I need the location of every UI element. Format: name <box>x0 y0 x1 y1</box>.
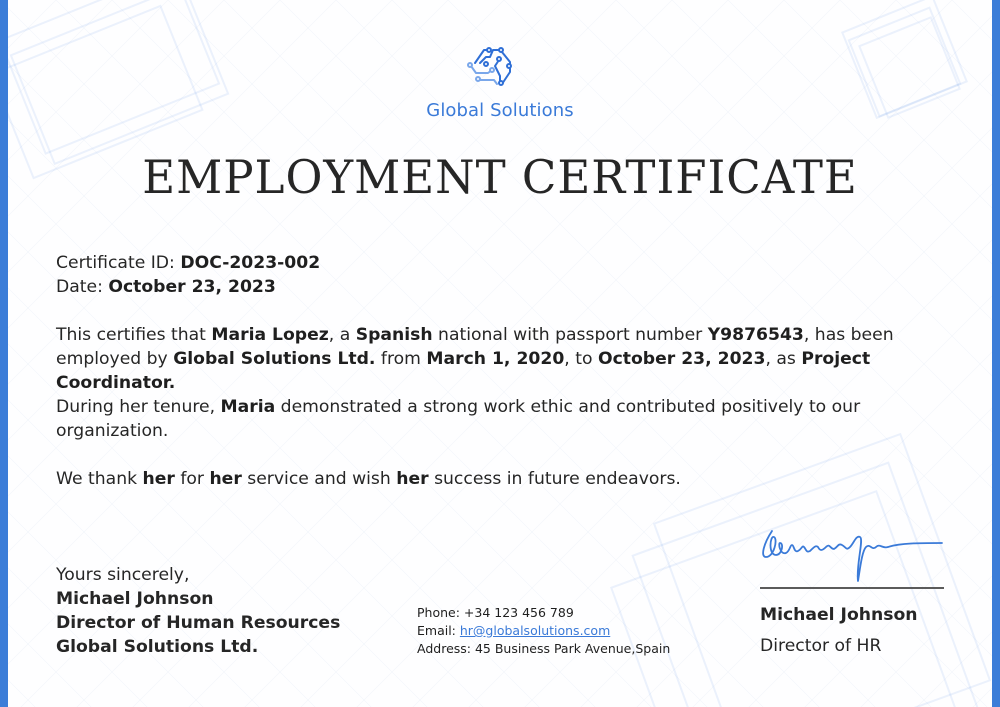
signature-title: Director of HR <box>760 636 882 656</box>
nationality: Spanish <box>355 325 433 345</box>
tenure-paragraph <box>56 395 956 443</box>
employee-name: Maria Lopez <box>211 325 329 345</box>
page-title: EMPLOYMENT CERTIFICATE <box>142 150 858 204</box>
certification-paragraph <box>56 323 956 395</box>
text: , to <box>564 349 598 369</box>
text: service and wish <box>241 469 397 489</box>
phone-value: +34 123 456 789 <box>463 605 574 620</box>
salutation: Yours sincerely, <box>56 565 190 585</box>
contact-info <box>417 604 670 658</box>
text: We thank <box>56 469 143 489</box>
phone-row <box>417 604 670 622</box>
email-row <box>417 622 670 640</box>
phone-label: Phone: <box>417 605 464 620</box>
text: national with passport number <box>432 325 708 345</box>
certificate-id-label: Certificate ID: <box>56 253 181 273</box>
date-value: October 23, 2023 <box>108 277 276 297</box>
company-name: Global Solutions Ltd. <box>173 349 376 369</box>
closing-block <box>56 563 340 659</box>
thanks-paragraph <box>56 467 956 491</box>
text: This certifies that <box>56 325 212 345</box>
address-row <box>417 640 670 658</box>
end-date: October 23, 2023 <box>597 349 766 369</box>
address-value: 45 Business Park Avenue,Spain <box>474 641 671 656</box>
right-accent-bar <box>992 0 1000 707</box>
company-brand-name: Global Solutions <box>426 100 574 121</box>
job-position: Project Coordinator. <box>56 349 871 393</box>
text: , as <box>765 349 802 369</box>
start-date: March 1, 2020 <box>426 349 565 369</box>
text: success in future endeavors. <box>428 469 681 489</box>
handwritten-signature-icon <box>760 525 944 585</box>
employee-first-name: Maria <box>220 397 276 417</box>
signature-name: Michael Johnson <box>760 605 918 625</box>
pronoun: her <box>209 469 242 489</box>
signer-name: Michael Johnson <box>56 589 214 609</box>
pronoun: her <box>396 469 429 489</box>
certificate-id-row <box>56 251 956 275</box>
email-link[interactable]: hr@globalsolutions.com <box>459 623 611 638</box>
text: for <box>174 469 210 489</box>
circuit-hexagon-icon <box>466 44 518 90</box>
address-label: Address: <box>417 641 475 656</box>
signer-company: Global Solutions Ltd. <box>56 637 259 657</box>
text: During her tenure, <box>56 397 221 417</box>
signature-line <box>760 587 944 589</box>
passport-number: Y9876543 <box>707 325 804 345</box>
text: demonstrated a strong work ethic and contributed positively to our organization. <box>56 397 861 441</box>
left-accent-bar <box>0 0 8 707</box>
certificate-id-value: DOC-2023-002 <box>180 253 321 273</box>
signer-title: Director of Human Resources <box>56 613 341 633</box>
date-label: Date: <box>56 277 109 297</box>
text: from <box>375 349 427 369</box>
pronoun: her <box>142 469 175 489</box>
email-label: Email: <box>417 623 460 638</box>
text: , has been employed by <box>56 325 894 369</box>
text: , a <box>328 325 356 345</box>
certificate-meta <box>56 251 956 299</box>
date-row <box>56 275 956 299</box>
